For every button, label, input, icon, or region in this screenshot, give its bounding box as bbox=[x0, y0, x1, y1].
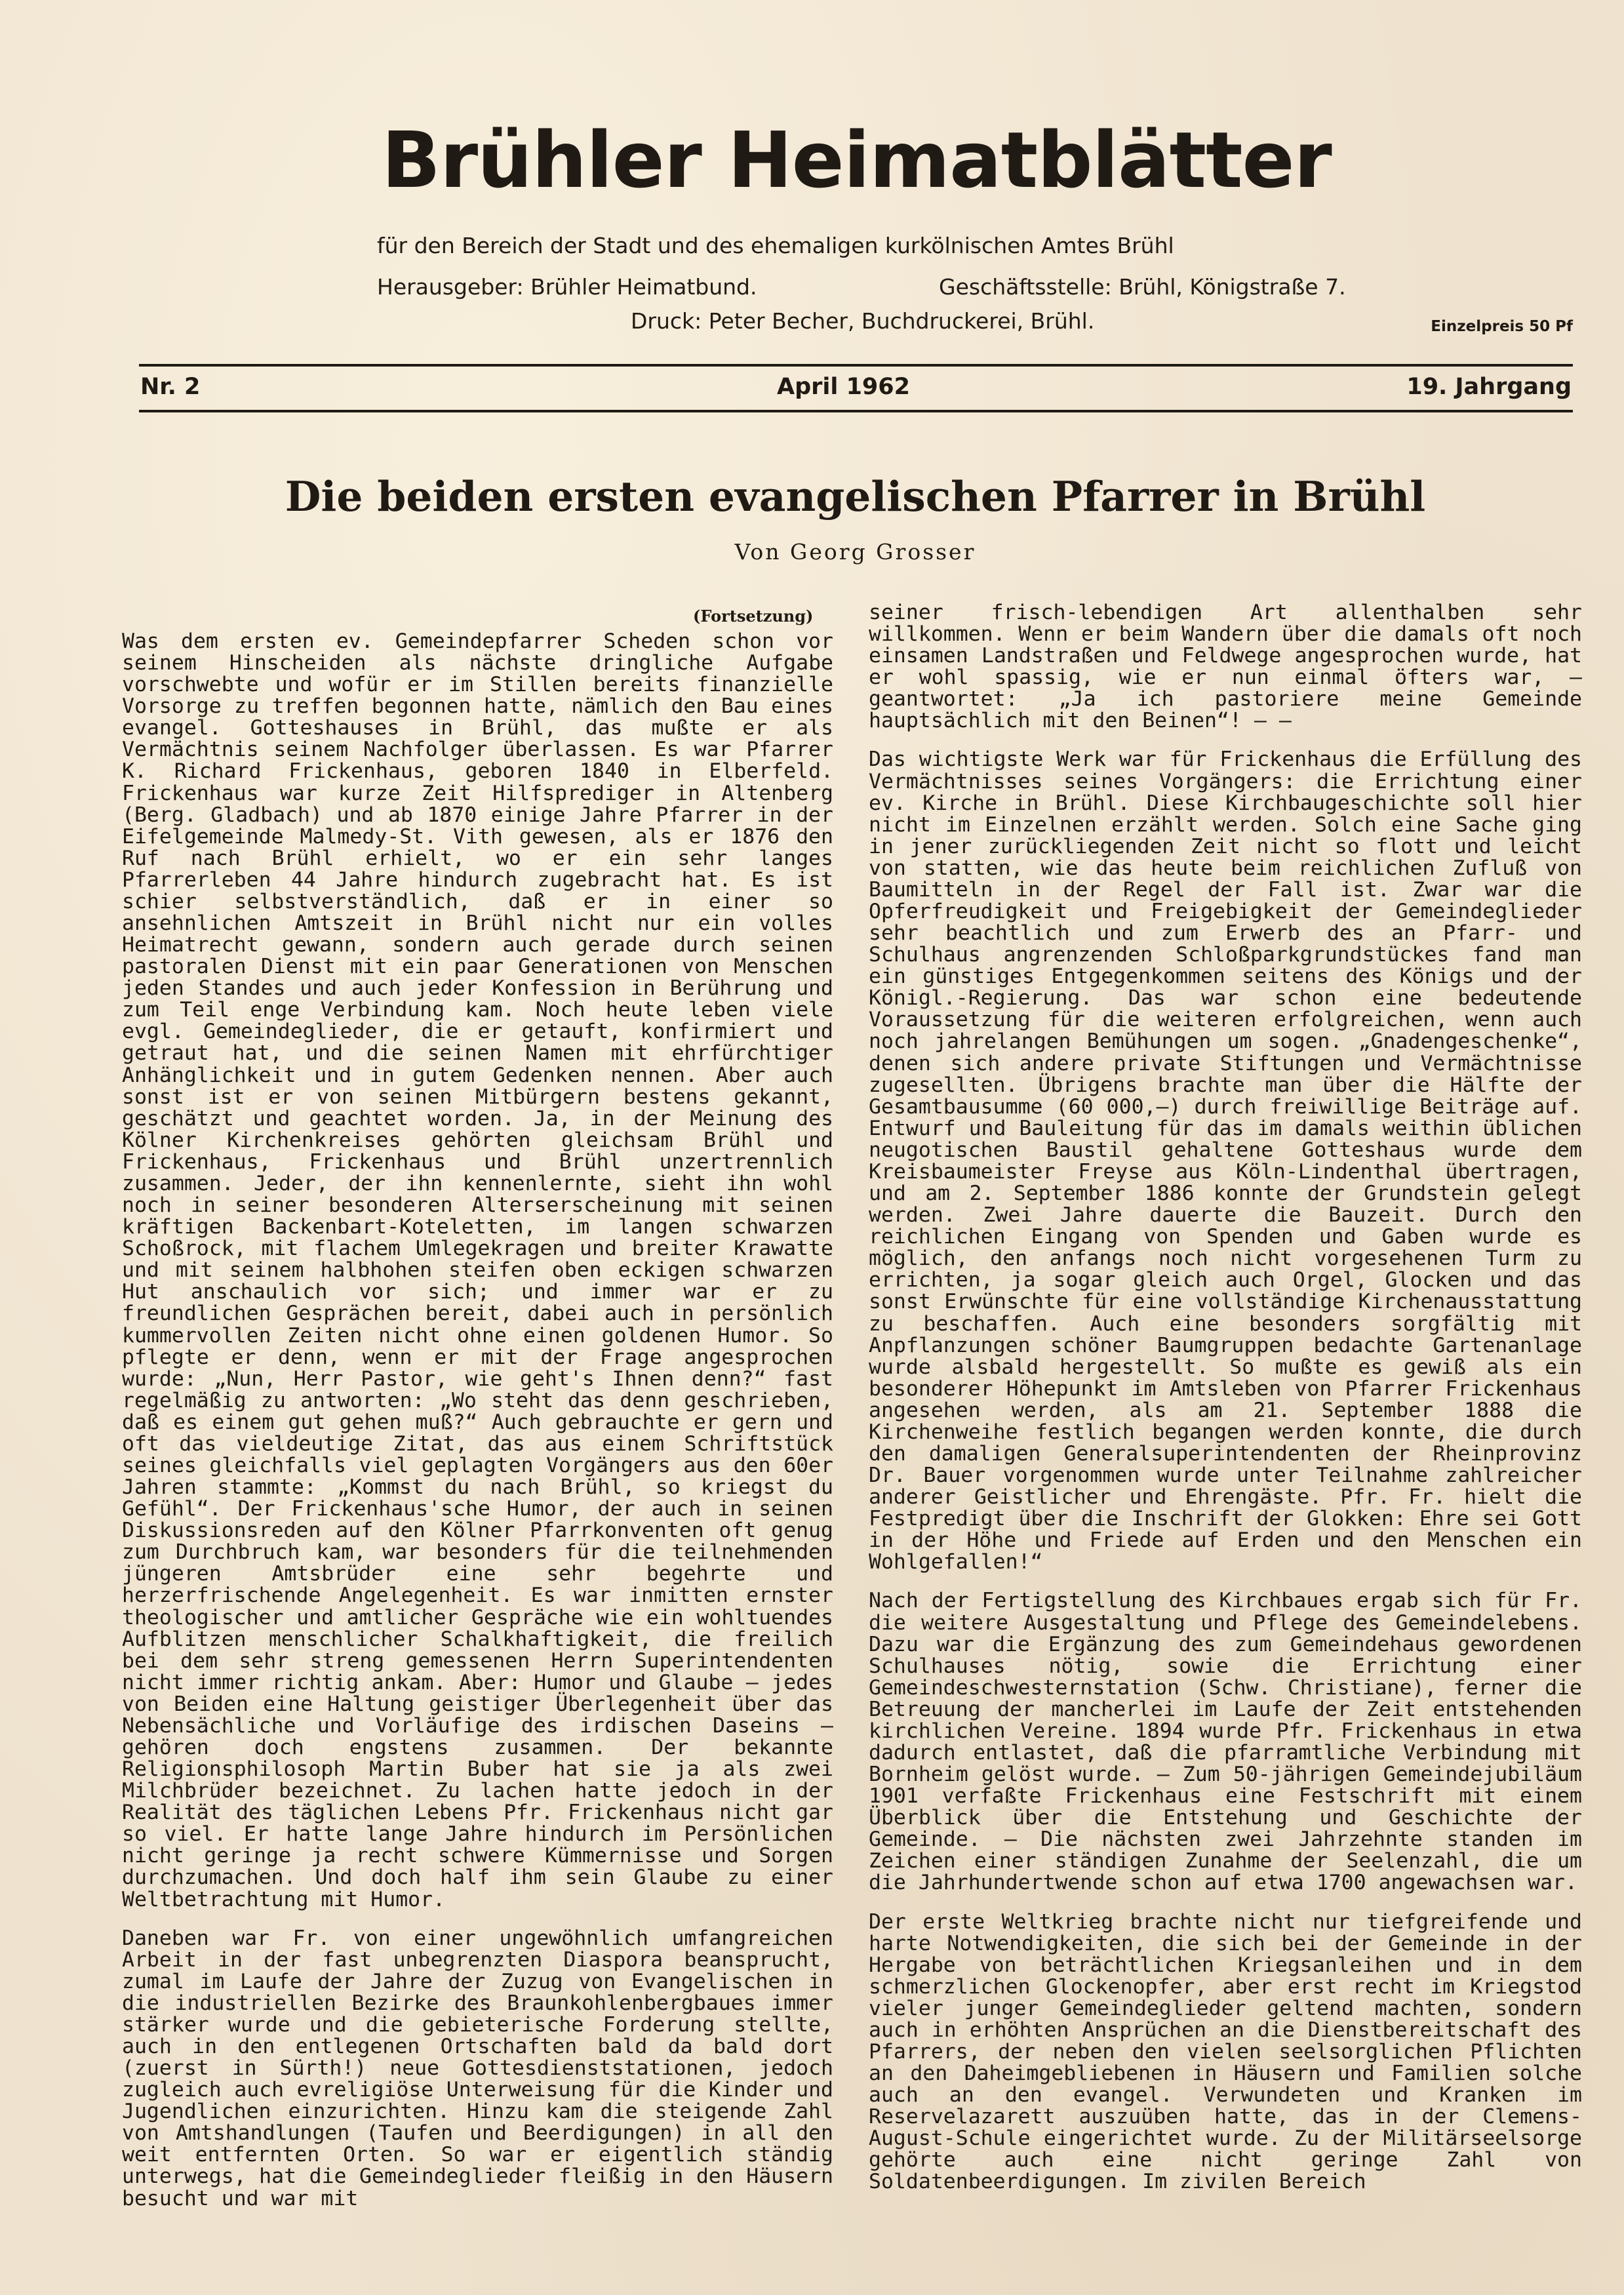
issue-date: April 1962 bbox=[777, 374, 910, 400]
paragraph: seiner frisch-lebendigen Art allenthalben sehr willkommen. Wenn er beim Wandern über die damals oft noch einsamen Landstraßen und Feldwege angesprochen wurde, hat er wohl spassig, wie er nun einmal öfters war, — geantwortet: „Ja ich pastoriere meine Gemeinde hauptsächlich mit den Beinen“! — — bbox=[869, 601, 1582, 733]
article-column-left bbox=[122, 631, 833, 2210]
header-rule-top bbox=[139, 364, 1573, 367]
paragraph: Das wichtigste Werk war für Frickenhaus die Erfüllung des Vermächtnisses seines Vorgängers: die Errichtung einer ev. Kirche in Brühl. Diese Kirchbaugeschichte soll hier nicht im Einzelnen erzählt werden. Solch eine Sache ging in jener zurückliegenden Zeit nicht so flott und leicht von statten, wie das heute beim reichlichen Zufluß von Baumitteln in der Regel der Fall ist. Zwar war die Opferfreudigkeit und Freigebigkeit der Gemeindeglieder sehr beachtlich und zum Erwerb des an Pfarr- und Schulhaus angrenzenden Schloßparkgrundstückes fand man ein günstiges Entgegenkommen seitens des Königs und der Königl.-Regierung. Das war schon eine bedeutende Voraussetzung für die weiteren erfolgreichen, wenn auch noch jahrelangen Bemühungen um sogen. „Gnadengeschenke“, denen sich andere private Stiftungen und Vermächtnisse zugesellten. Übrigens brachte man über die Hälfte der Gesamtbausumme (60 000,—) durch freiwillige Beiträge auf. Entwurf und Bauleitung für das im damals weithin üblichen neugotischen Baustil gehaltene Gotteshaus wurde dem Kreisbaumeister Freyse aus Köln-Lindenthal übertragen, und am 2. September 1886 konnte der Grundstein gelegt werden. Zwei Jahre dauerte die Bauzeit. Durch den reichlichen Eingang von Spenden und Gaben wurde es möglich, den anfangs noch nicht vorgesehenen Turm zu errichten, ja sogar gleich auch Orgel, Glocken und das sonst Erwünschte für eine vollständige Kirchenausstattung zu beschaffen. Auch eine besonders sorgfältig mit Anpflanzungen schöner Baumgruppen bedachte Gartenanlage wurde alsbald hergestellt. So mußte es gewiß als ein besonderer Höhepunkt im Amtsleben von Pfarrer Frickenhaus angesehen werden, als am 21. September 1888 die Kirchenweihe festlich begangen werden konnte, die durch den damaligen Generalsuperintendenten der Rheinprovinz Dr. Bauer vorgenommen wurde unter Teilnahme zahlreicher anderer Geistlicher und Ehrengäste. Pfr. Fr. hielt die Festpredigt über die Inschrift der Glokken: Ehre sei Gott in der Höhe und Friede auf Erden und den Menschen ein Wohlgefallen!“ bbox=[869, 748, 1582, 1574]
issue-number: Nr. 2 bbox=[140, 374, 201, 400]
article-title: Die beiden ersten evangelischen Pfarrer in Brühl bbox=[285, 472, 1426, 521]
paragraph: Was dem ersten ev. Gemeindepfarrer Scheden schon vor seinem Hinscheiden als nächste dringliche Aufgabe vorschwebte und wofür er im Stillen bereits finanzielle Vorsorge zu treffen begonnen hatte, nämlich den Bau eines evangel. Gotteshauses in Brühl, das mußte er als Vermächtnis seinem Nachfolger überlassen. Es war Pfarrer K. Richard Frickenhaus, geboren 1840 in Elberfeld. Frickenhaus war kurze Zeit Hilfsprediger in Altenberg (Berg. Gladbach) und ab 1870 einige Jahre Pfarrer in der Eifelgemeinde Malmedy-St. Vith gewesen, als er 1876 den Ruf nach Brühl erhielt, wo er ein sehr langes Pfarrerleben 44 Jahre hindurch zugebracht hat. Es ist schier selbstverständlich, daß er in einer so ansehnlichen Amtszeit in Brühl nicht nur ein volles Heimatrecht gewann, sondern auch gerade durch seinen pastoralen Dienst mit ein paar Generationen von Menschen jeden Standes und auch jeder Konfession in Berührung und zum Teil enge Verbindung kam. Noch heute leben viele evgl. Gemeindeglieder, die er getauft, konfirmiert und getraut hat, und die seinen Namen mit ehrfürchtiger Anhänglichkeit und in gutem Gedenken nennen. Aber auch sonst ist er von seinen Mitbürgern bestens gekannt, geschätzt und geachtet worden. Ja, in der Meinung des Kölner Kirchenkreises gehörten gleichsam Brühl und Frickenhaus, Frickenhaus und Brühl unzertrennlich zusammen. Jeder, der ihn kennenlernte, sieht ihn wohl noch in seiner besonderen Alterserscheinung mit seinen kräftigen Backenbart-Koteletten, im langen schwarzen Schoßrock, mit flachem Umlegekragen und breiter Krawatte und mit seinem halbhohen steifen oben eckigen schwarzen Hut anschaulich vor sich; und immer war er zu freundlichen Gesprächen bereit, dabei auch in persönlich kummervollen Zeiten nicht ohne einen goldenen Humor. So pflegte er denn, wenn er mit der Frage angesprochen wurde: „Nun, Herr Pastor, wie geht's Ihnen denn?“ fast regelmäßig zu antworten: „Wo steht das denn geschrieben, daß es einem gut gehen muß?“ Auch gebrauchte er gern und oft das vieldeutige Zitat, das aus einem Schriftstück seines gleichfalls viel geplagten Vorgängers aus den 60er Jahren stammte: „Kommst du nach Brühl, so kriegst du Gefühl“. Der Frickenhaus'sche Humor, der auch in seinen Diskussionsreden auf den Kölner Pfarrkonventen oft genug zum Durchbruch kam, war besonders für die teilnehmenden jüngeren Amtsbrüder eine sehr begehrte und herzerfrischende Angelegenheit. Es war inmitten ernster theologischer und amtlicher Gespräche wie ein wohltuendes Aufblitzen menschlicher Schalkhaftigkeit, die freilich bei dem sehr streng gemessenen Herrn Superintendenten nicht immer richtig ankam. Aber: Humor und Glaube — jedes von Beiden eine Haltung geistiger Überlegenheit über das Nebensächliche und Vorläufige des irdischen Daseins — gehören doch engstens zusammen. Der bekannte Religionsphilosoph Martin Buber hat sie ja als zwei Milchbrüder bezeichnet. Zu lachen hatte jedoch in der Realität des täglichen Lebens Pfr. Frickenhaus nicht gar so viel. Er hatte lange Jahre hindurch im Persönlichen nicht geringe ja recht schwere Kümmernisse und Sorgen durchzumachen. Und doch half ihm sein Glaube zu einer Weltbetrachtung mit Humor. bbox=[122, 629, 833, 1911]
publication-title: Brühler Heimatblätter bbox=[382, 115, 1332, 205]
paragraph: Der erste Weltkrieg brachte nicht nur tiefgreifende und harte Notwendigkeiten, die sich bei der Gemeinde in der Hergabe von beträchtlichen Kriegsanleihen und in dem schmerzlichen Glockenopfer, aber erst recht im Kriegstod vieler junger Gemeindeglieder geltend machten, sondern auch in erhöhten Ansprüchen an die Dienstbereitschaft des Pfarrers, der neben den vielen seelsorglichen Pflichten an den Daheimgebliebenen in Häusern und Familien solche auch an den evangel. Verwundeten und Kranken im Reservelazarett auszuüben hatte, das in der Clemens-August-Schule eingerichtet wurde. Zu der Militärseelsorge gehörte auch eine nicht geringe Zahl von Soldatenbeerdigungen. Im zivilen Bereich bbox=[869, 1909, 1582, 2194]
publication-subtitle: für den Bereich der Stadt und des ehemaligen kurkölnischen Amtes Brühl bbox=[377, 233, 1174, 258]
publisher-line: Herausgeber: Brühler Heimatbund. bbox=[377, 274, 757, 300]
article-byline: Von Georg Grosser bbox=[734, 539, 976, 565]
article-column-right bbox=[869, 602, 1582, 2193]
printer-line: Druck: Peter Becher, Buchdruckerei, Brühl. bbox=[631, 308, 1095, 334]
continuation-note: (Fortsetzung) bbox=[693, 607, 814, 626]
paragraph: Daneben war Fr. von einer ungewöhnlich umfangreichen Arbeit in der fast unbegrenzten Diaspora beansprucht, zumal im Laufe der Jahre der Zuzug von Evangelischen in die industriellen Bezirke des Braunkohlenbergbaues immer stärker wurde und die gebieterische Forderung stellte, auch in den entlegenen Ortschaften bald da bald dort (zuerst in Sürth!) neue Gottesdienststationen, jedoch zugleich auch evreligiöse Unterweisung für die Kinder und Jugendlichen einzurichten. Hinzu kam die steigende Zahl von Amtshandlungen (Taufen und Beerdigungen) in all den weit entfernten Orten. So war er eigentlich ständig unterwegs, hat die Gemeindeglieder fleißig in den Häusern besucht und war mit bbox=[122, 1926, 833, 2210]
office-line: Geschäftsstelle: Brühl, Königstraße 7. bbox=[939, 274, 1346, 300]
paragraph: Nach der Fertigstellung des Kirchbaues ergab sich für Fr. die weitere Ausgestaltung und Pflege des Gemeindelebens. Dazu war die Ergänzung des zum Gemeindehaus gewordenen Schulhauses nötig, sowie die Errichtung einer Gemeindeschwesternstation (Schw. Christiane), ferner die Betreuung der mancherlei im Laufe der Zeit entstehenden kirchlichen Vereine. 1894 wurde Pfr. Frickenhaus in etwa dadurch entlastet, daß die pfarramtliche Verbindung mit Bornheim gelöst wurde. — Zum 50-jährigen Gemeindejubiläum 1901 verfaßte Frickenhaus eine Festschrift mit einem Überblick über die Entstehung und Geschichte der Gemeinde. — Die nächsten zwei Jahrzehnte standen im Zeichen einer ständigen Zunahme der Seelenzahl, die um die Jahrhundertwende schon auf etwa 1700 angewachsen war. bbox=[869, 1589, 1582, 1895]
header-rule-bottom bbox=[139, 410, 1573, 412]
single-issue-price: Einzelpreis 50 Pf bbox=[1431, 318, 1573, 335]
issue-volume: 19. Jahrgang bbox=[1406, 374, 1572, 400]
